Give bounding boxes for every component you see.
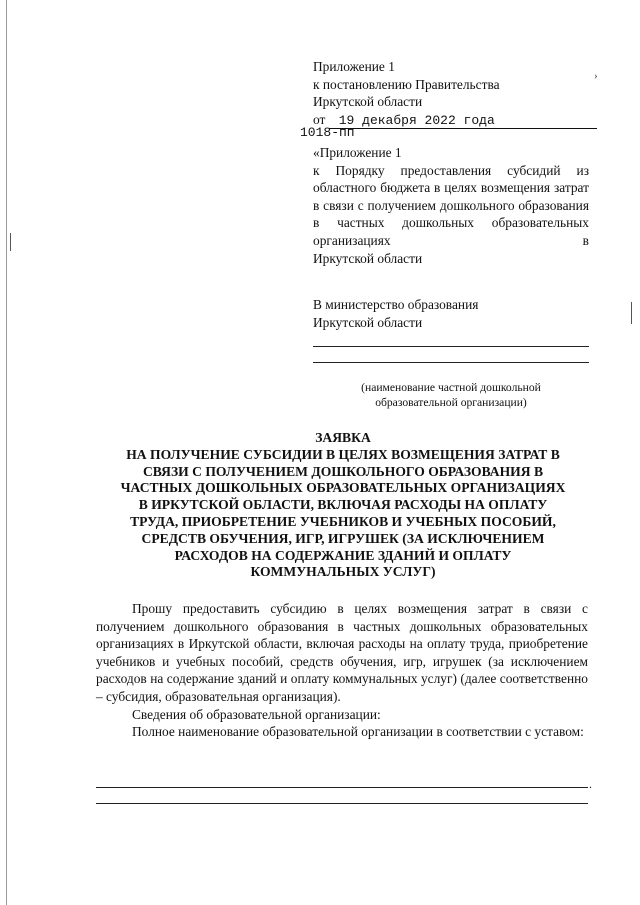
annex-procedure: [313, 144, 589, 267]
title-line: СРЕДСТВ ОБУЧЕНИЯ, ИГР, ИГРУШЕК (ЗА ИСКЛЮЧЕНИЕМ: [141, 530, 545, 546]
full-name-blank-line: [96, 787, 588, 788]
title-line: В ИРКУТСКОЙ ОБЛАСТИ, ВКЛЮЧАЯ РАСХОДЫ НА ОПЛАТУ: [138, 497, 548, 513]
application-body: [96, 600, 588, 741]
title-line: РАСХОДОВ НА СОДЕРЖАНИЕ ЗДАНИЙ И ОПЛАТУ: [174, 547, 512, 563]
annex-number: 1018-пп: [300, 125, 355, 140]
scan-edge-mark: [10, 233, 11, 251]
full-name-prompt: Полное наименование образовательной организации в соответствии с уставом:: [132, 724, 584, 740]
title-line: КОММУНАЛЬНЫХ УСЛУГ): [250, 564, 436, 580]
scan-edge-mark: [631, 302, 632, 324]
annex-date-prefix: от: [313, 111, 326, 127]
blank-line: [313, 362, 589, 363]
caption-line: (наименование частной дошкольной: [361, 381, 541, 394]
blank-line-end-mark: .: [589, 777, 592, 791]
addressee-region: Иркутской области: [313, 314, 423, 330]
stray-mark: ›: [594, 70, 598, 82]
annex-date-value: 19 декабря 2022 года: [329, 113, 597, 129]
organization-caption: [313, 380, 589, 410]
organization-name-blank: [313, 346, 589, 378]
title-line: ЧАСТНЫХ ДОШКОЛЬНЫХ ОБРАЗОВАТЕЛЬНЫХ ОРГАНИЗАЦИЯХ: [120, 480, 566, 496]
annex-resolution: к постановлению Правительства: [313, 76, 500, 92]
full-name-blank-line: [96, 803, 588, 804]
addressee-ministry: В министерство образования: [313, 297, 479, 312]
annex-title: Приложение 1: [313, 59, 395, 74]
annex-header: [313, 58, 589, 129]
blank-line: [313, 346, 589, 347]
annex-procedure-text: к Порядку предоставления субсидий из областного бюджета в целях возмещения затрат в связи с получением дошкольного образования в частных дошкольных образовательных организациях в: [313, 162, 589, 248]
caption-line: образовательной организации): [375, 396, 527, 409]
organization-info-heading: Сведения об образовательной организации:: [132, 706, 381, 722]
scan-edge-line: [6, 0, 7, 905]
addressee-block: [313, 296, 589, 331]
application-title: [88, 430, 598, 581]
request-paragraph: Прошу предоставить субсидию в целях возмещения затрат в связи с получением дошкольного образования в частных дошкольных образовательных организациях в Иркутской области, включая расходы на оплату труда, приобретение учебников и учебных пособий, средств обучения, игр, игрушек (за исключением расходов на содержание зданий и оплату коммунальных услуг) (далее соответственно – субсидия, образовательная организация).: [96, 601, 588, 704]
annex-procedure-last: Иркутской области: [313, 250, 423, 266]
title-line: ТРУДА, ПРИОБРЕТЕНИЕ УЧЕБНИКОВ И УЧЕБНЫХ ПОСОБИЙ,: [130, 513, 556, 529]
annex-procedure-title: «Приложение 1: [313, 145, 402, 160]
annex-region: Иркутской области: [313, 94, 423, 110]
title-line: НА ПОЛУЧЕНИЕ СУБСИДИИ В ЦЕЛЯХ ВОЗМЕЩЕНИЯ ЗАТРАТ В: [126, 446, 560, 462]
title-line: СВЯЗИ С ПОЛУЧЕНИЕМ ДОШКОЛЬНОГО ОБРАЗОВАНИЯ В: [142, 463, 544, 479]
title-heading: ЗАЯВКА: [315, 430, 371, 445]
